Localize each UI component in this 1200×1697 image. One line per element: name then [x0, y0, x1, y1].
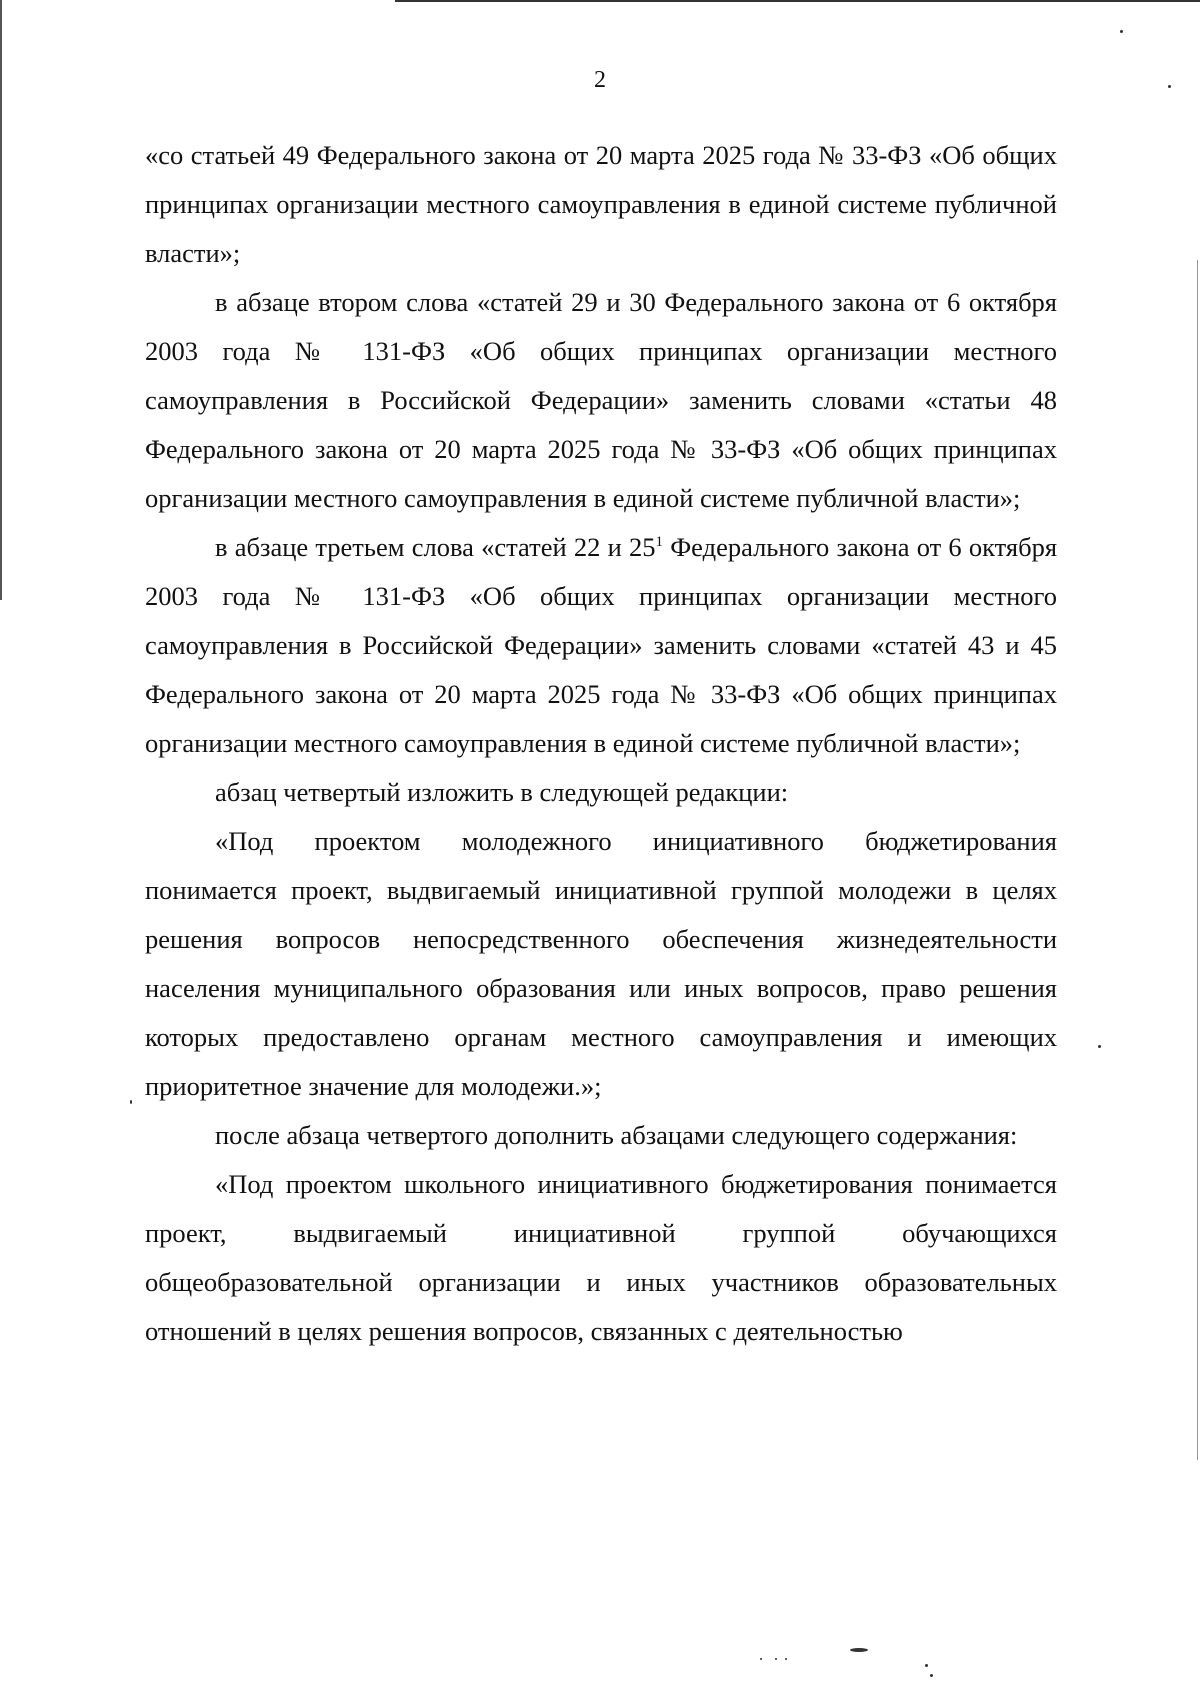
- scan-speck: [775, 1658, 777, 1660]
- paragraph-fourth-abzac-instruction: абзац четвертый изложить в следующей редакции:: [215, 777, 789, 807]
- page-number: 2: [594, 67, 606, 93]
- scan-speck: [930, 1674, 933, 1677]
- paragraph-youth-budgeting-definition: «Под проектом молодежного инициативного бюджетирования понимается проект, выдвигаемый инициативной группой молодежи в целях решения вопросов непосредственного обеспечения жизнедеятельности населения муниципального образования или иных вопросов, право решения которых предоставлено органам местного самоуправления и имеющих приоритетное значение для молодежи.»;: [145, 826, 1057, 1101]
- scan-speck: [760, 1658, 762, 1660]
- scan-speck: [1098, 1045, 1101, 1048]
- scan-edge-top: [395, 0, 1200, 2]
- scan-speck: [1168, 85, 1171, 88]
- article-superscript: 1: [655, 534, 664, 551]
- paragraph-text-before-superscript: в абзаце третьем слова «статей 22 и 25: [215, 532, 656, 562]
- paragraph-text-after-superscript: Федерального закона от 6 октября 2003 года № 131-ФЗ «Об общих принципах организации местного самоуправления в Российской Федерации» заменить словами «статей 43 и 45 Федерального закона от 20 марта 2025 года № 33-ФЗ «Об общих принципах организации местного самоуправления в единой системе публичной власти»;: [145, 532, 1058, 758]
- paragraph-school-budgeting-definition: «Под проектом школьного инициативного бюджетирования понимается проект, выдвигаемый инициативной группой обучающихся общеобразовательной организации и иных участников образовательных отношений в целях решения вопросов, связанных с деятельностью: [145, 1169, 1057, 1346]
- scan-speck: [925, 1664, 928, 1667]
- document-body: [145, 131, 1057, 1356]
- scan-speck: [1120, 30, 1123, 33]
- scan-edge-right: [1197, 260, 1198, 1460]
- paragraph-continuation: «со статьей 49 Федерального закона от 20 марта 2025 года № 33-ФЗ «Об общих принципах организации местного самоуправления в единой системе публичной власти»;: [145, 140, 1057, 268]
- scan-speck: [850, 1648, 868, 1652]
- paragraph-second-abzac-amendment: в абзаце втором слова «статей 29 и 30 Федерального закона от 6 октября 2003 года № 131-ФЗ «Об общих принципах организации местного самоуправления в Российской Федерации» заменить словами «статьи 48 Федерального закона от 20 марта 2025 года № 33-ФЗ «Об общих принципах организации местного самоуправления в единой системе публичной власти»;: [145, 287, 1057, 513]
- paragraph-addition-instruction: после абзаца четвертого дополнить абзацами следующего содержания:: [215, 1120, 1018, 1150]
- paragraph-third-abzac-amendment: [145, 523, 1057, 768]
- scan-speck: [785, 1658, 787, 1660]
- scan-speck: [130, 1100, 132, 1104]
